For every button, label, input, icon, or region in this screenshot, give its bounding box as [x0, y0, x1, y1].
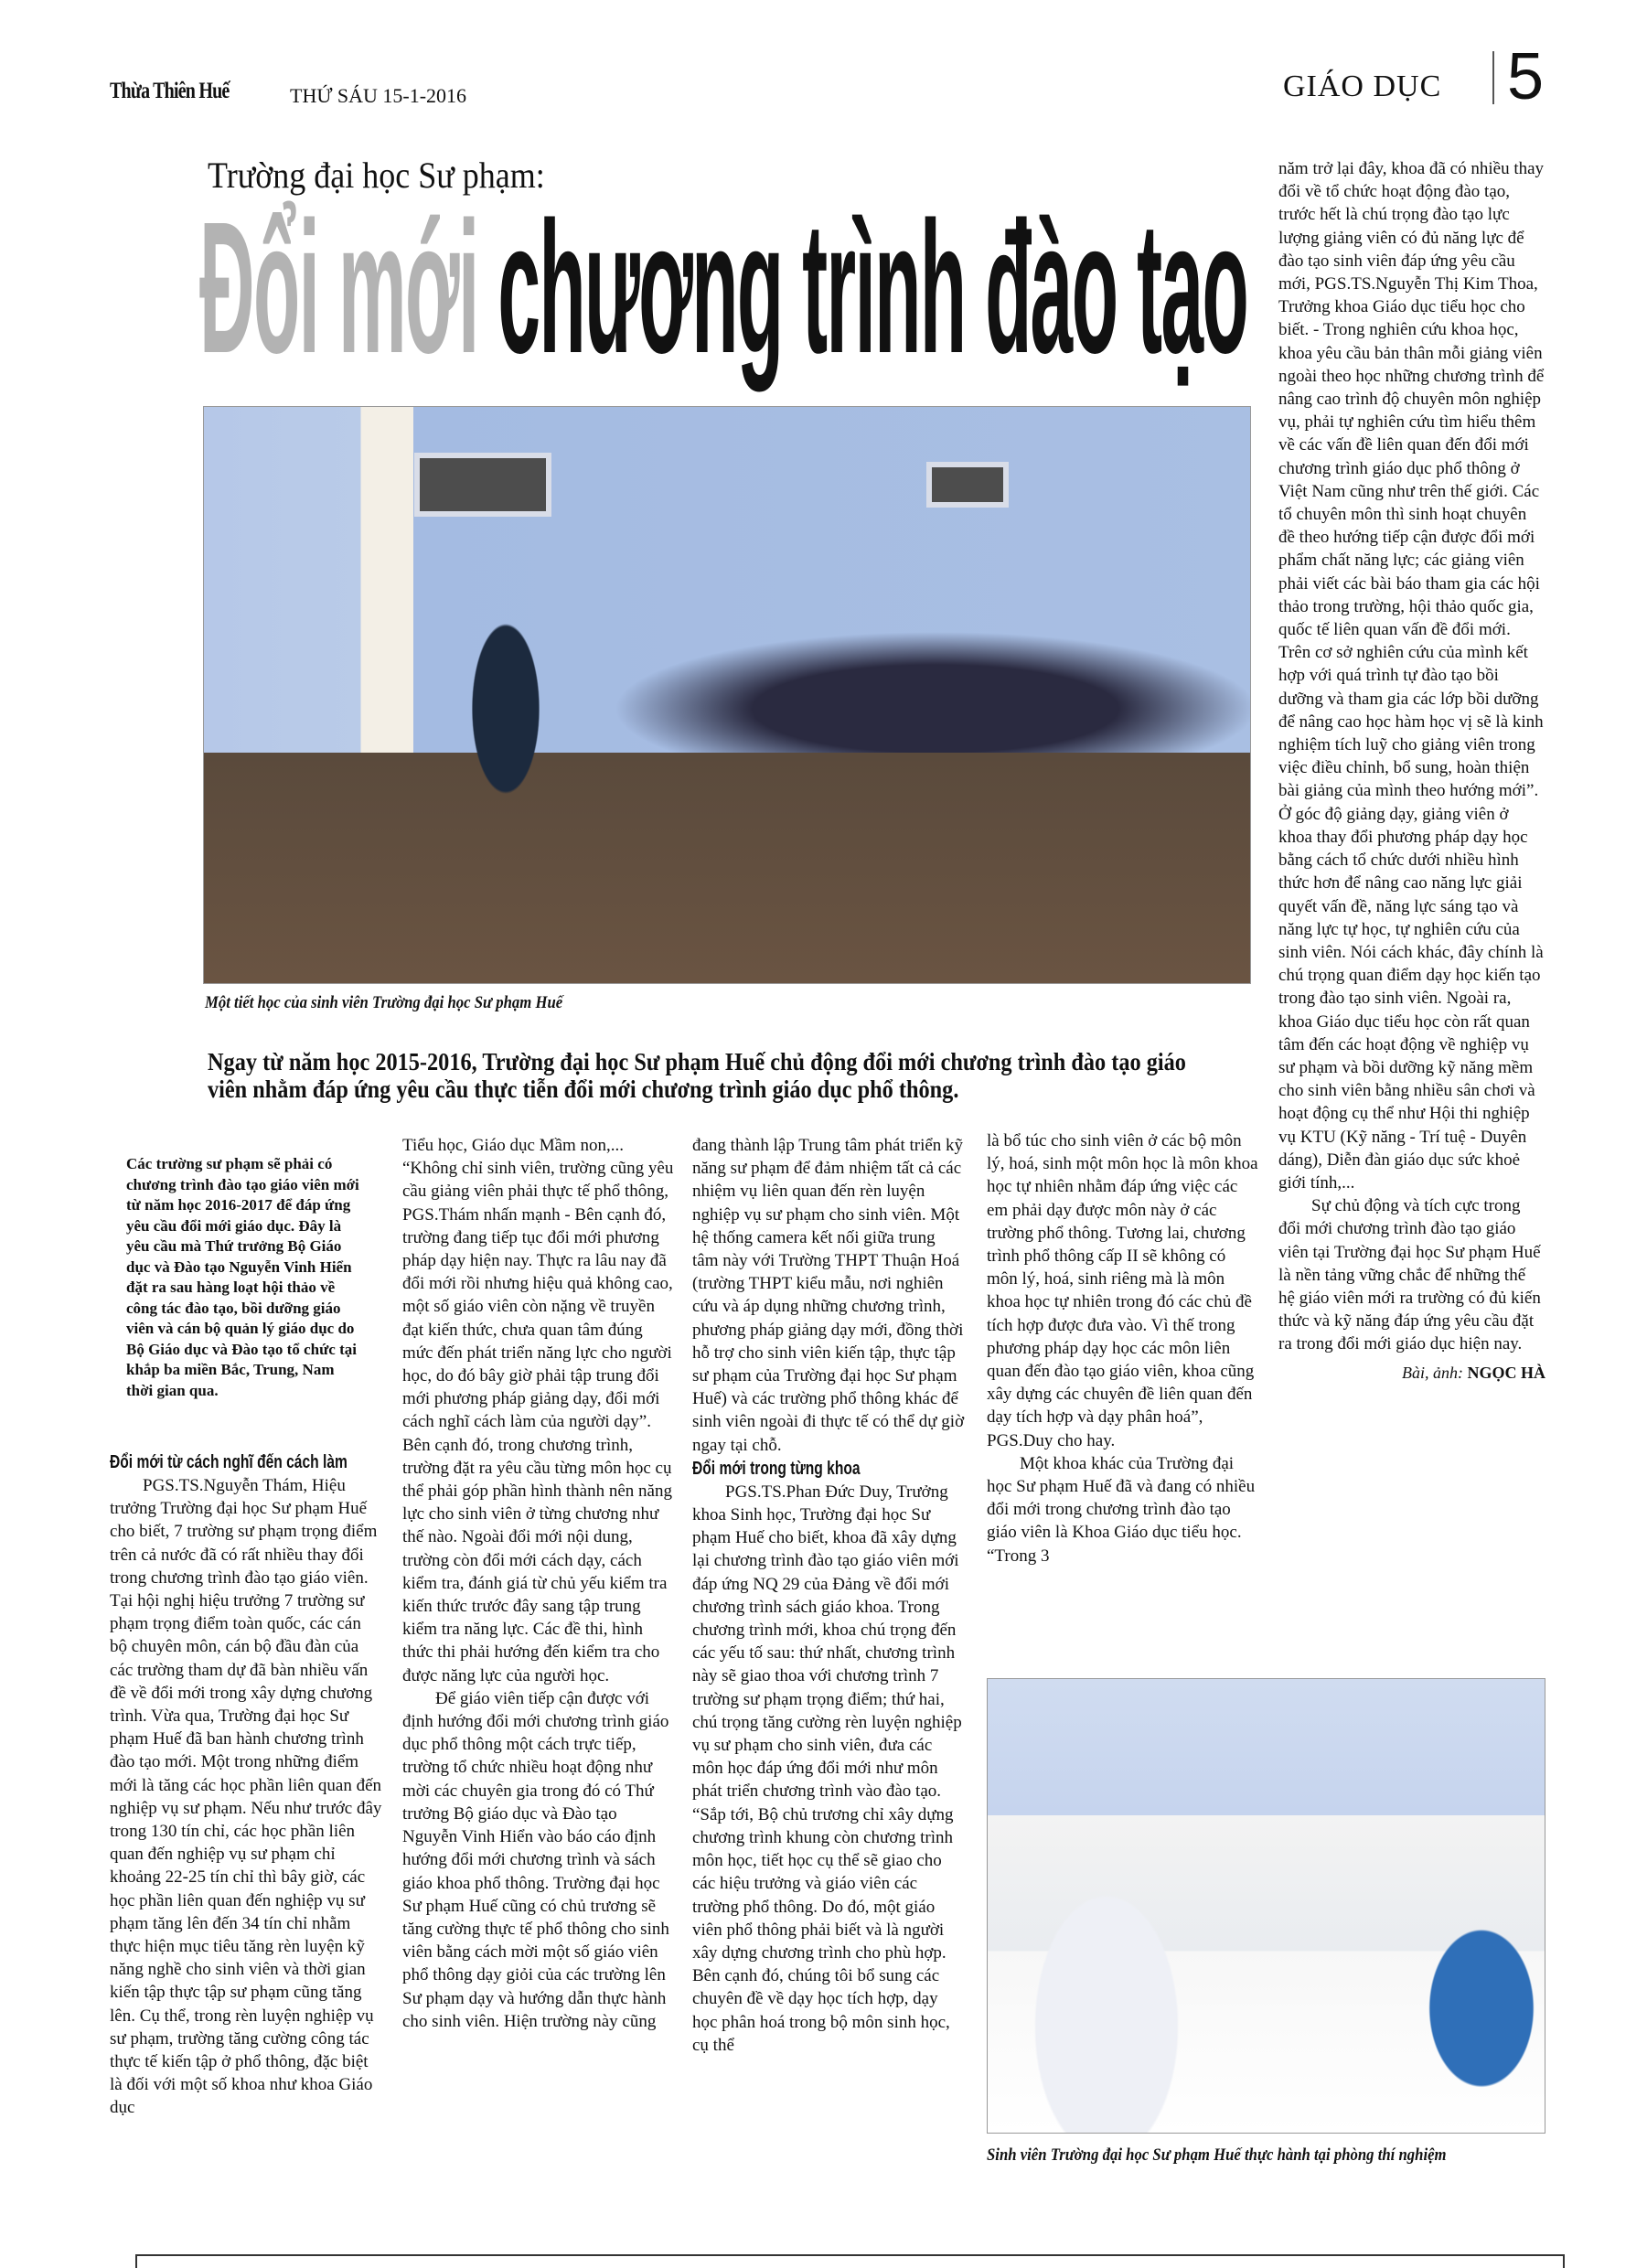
- window: [414, 453, 551, 517]
- issue-date: THỨ SÁU 15-1-2016: [290, 84, 467, 107]
- paragraph: đang thành lập Trung tâm phát triển kỹ năng sư phạm để đảm nhiệm tất cả các nhiệm vụ liên quan đến rèn luyện nghiệp vụ sư phạm cho sinh viên. Một hệ thống camera kết nối giữa trung tâm này với Trường THPT Thuận Hoá (trường THPT kiểu mẫu, nơi nghiên cứu và áp dụng những chương trình, phương pháp giảng dạy mới, đồng thời hỗ trợ cho sinh viên kiến tập, thực tập sư phạm của Trường đại học Sư phạm Huế) và các trường phổ thông khác để sinh viên ngoài đi thực tế có thể dự giờ ngay tại chỗ.: [692, 1136, 965, 1455]
- subheading: Đổi mới từ cách nghĩ đến cách làm: [110, 1452, 348, 1472]
- headline-gray-part: Đổi mới: [199, 183, 478, 392]
- lab-photo: [987, 1678, 1545, 2134]
- headline-black-part: chương trình đào tạo: [497, 183, 1248, 392]
- paragraph: Để giáo viên tiếp cận được với định hướng đổi mới chương trình giáo dục phổ thông một cách trực tiếp, trường tổ chức nhiều hoạt động như mời các chuyên gia trong đó có Thứ trưởng Bộ giáo dục và Đào tạo Nguyễn Vinh Hiển vào báo cáo định hướng đổi mới chương trình và sách giáo khoa phổ thông. Trường đại học Sư phạm Huế cũng có chủ trương sẽ tăng cường thực tế phổ thông cho sinh viên bằng cách mời một số giáo viên phổ thông dạy giỏi của các trường lên Sư phạm dạy và hướng dẫn thực hành cho sinh viên. Hiện trường này cũng: [402, 1688, 669, 2031]
- paragraph: Một khoa khác của Trường đại học Sư phạm Huế đã và đang có nhiều đổi mới trong chương trình đào tạo giáo viên là Khoa Giáo dục tiểu học. “Trong 3: [987, 1453, 1256, 1566]
- header-divider: [1492, 51, 1494, 104]
- text-column-4: [987, 1129, 1259, 1567]
- article-lead: Ngay từ năm học 2015-2016, Trường đại học Sư phạm Huế chủ động đổi mới chương trình đào tạo giáo viên nhằm đáp ứng yêu cầu thực tiễn đổi mới chương trình giáo dục phổ thông.: [208, 1048, 1186, 1103]
- paragraph: là bổ túc cho sinh viên ở các bộ môn lý, hoá, sinh một môn học là môn khoa học tự nhiên nhằm đáp ứng việc các em phải dạy được môn này ở các trường phổ thông. Tương lai, chương trình phổ thông cấp II sẽ không có môn lý, hoá, sinh riêng mà là môn khoa học tự nhiên trong đó các chủ đề tích hợp được đưa vào. Vì thế trong phương pháp dạy học các môn liên quan đến đào tạo giáo viên, khoa cũng xây dựng các chuyên đề liên quan đến dạy tích hợp và dạy phân hoá”, PGS.Duy cho hay.: [987, 1131, 1258, 1450]
- bottom-frame: [135, 2254, 1565, 2268]
- section-name: GIÁO DỤC: [1283, 70, 1442, 103]
- paragraph: PGS.TS.Nguyễn Thám, Hiệu trưởng Trường đại học Sư phạm Huế cho biết, 7 trường sư phạm trọng điểm trên cả nước đã có rất nhiều thay đổi trong chương trình đào tạo giáo viên. Tại hội nghị hiệu trưởng 7 trường sư phạm trọng điểm toàn quốc, các cán bộ chuyên môn, cán bộ đầu đàn của các trường tham dự đã bàn nhiều vấn đề về đổi mới trong xây dựng chương trình. Vừa qua, Trường đại học Sư phạm Huế đã ban hành chương trình đào tạo mới. Một trong những điểm mới là tăng các học phần liên quan đến nghiệp vụ sư phạm. Nếu như trước đây trong 130 tín chỉ, các học phần liên quan đến nghiệp vụ sư phạm chỉ khoảng 22-25 tín chỉ thì bây giờ, các học phần liên quan đến nghiệp vụ sư phạm tăng lên đến 34 tín chỉ nhằm thực hiện mục tiêu tăng rèn luyện kỹ năng nghề cho sinh viên và thời gian kiến tập thực tập sư phạm cũng tăng lên. Cụ thể, trong rèn luyện nghiệp vụ sư phạm, trường tăng cường công tác thực tế kiến tập ở phổ thông, đặc biệt là đối với một số khoa như khoa Giáo dục: [110, 1476, 382, 2118]
- byline: [1278, 1362, 1545, 1385]
- newspaper-name: Thừa Thiên Huế: [110, 79, 230, 103]
- classroom-photo-caption: Một tiết học của sinh viên Trường đại học Sư phạm Huế: [205, 993, 563, 1012]
- paragraph: Tiểu học, Giáo dục Mầm non,... “Không chỉ sinh viên, trường cũng yêu cầu giảng viên phải thực tế phổ thông, PGS.Thám nhấn mạnh - Bên cạnh đó, trường đang tiếp tục đổi mới phương pháp dạy hiện nay. Thực ra lâu nay đã đổi mới rồi nhưng hiệu quả không cao, một số giáo viên còn nặng về truyền đạt kiến thức, chưa quan tâm đúng mức đến phát triển năng lực cho người học, do đó bây giờ phải tập trung đổi mới phương pháp giảng dạy, đổi mới cách nghĩ cách làm của người dạy”. Bên cạnh đó, trong chương trình, trường đặt ra yêu cầu từng môn học cụ thể phải góp phần hình thành nên năng lực cho sinh viên ở từng chương như thế nào. Ngoài đổi mới nội dung, trường còn đổi mới cách dạy, cách kiểm tra, đánh giá từ chủ yếu kiểm tra kiến thức trước đây sang tập trung kiểm tra năng lực. Các đề thi, hình thức thi phải hướng đến kiểm tra cho được năng lực của người học.: [402, 1136, 674, 1685]
- paragraph: năm trở lại đây, khoa đã có nhiều thay đổi về tổ chức hoạt động đào tạo, trước hết là chú trọng đào tạo lực lượng giảng viên có đủ năng lực để đào tạo sinh viên đáp ứng yêu cầu mới, PGS.TS.Nguyễn Thị Kim Thoa, Trưởng khoa Giáo dục tiểu học cho biết. - Trong nghiên cứu khoa học, khoa yêu cầu bản thân mỗi giảng viên ngoài theo học những chương trình để nâng cao trình độ chuyên môn nghiệp vụ, phải tự nghiên cứu tìm hiểu thêm về các vấn đề liên quan đến đổi mới chương trình giáo dục phổ thông ở Việt Nam cũng như trên thế giới. Các tổ chuyên môn thì sinh hoạt chuyên đề theo hướng tiếp cận được đổi mới phẩm chất năng lực; các giảng viên phải viết các bài báo tham gia các hội thảo trong trường, hội thảo quốc gia, quốc tế liên quan vấn đề đổi mới. Trên cơ sở nghiên cứu của mình kết hợp với quá trình tự đào tạo bồi dưỡng và tham gia các lớp bồi dưỡng để nâng cao học hàm học vị sẽ là kinh nghiệm tích luỹ cho giảng viên trong việc điều chỉnh, bổ sung, hoàn thiện bài giảng của mình theo hướng mới”. Ở góc độ giảng dạy, giảng viên ở khoa thay đổi phương pháp dạy học bằng cách tổ chức dưới nhiều hình thức hơn để nâng cao năng lực giải quyết vấn đề, năng lực sáng tạo và năng lực tự học, tự nghiên cứu của sinh viên. Nói cách khác, đây chính là chú trọng quan điểm dạy học kiến tạo trong đào tạo sinh viên. Ngoài ra, khoa Giáo dục tiểu học còn rất quan tâm đến các hoạt động về nghiệp vụ sư phạm và bồi dưỡng kỹ năng mềm cho sinh viên bằng nhiều sân chơi và hoạt động cụ thể như Hội thi nghiệp vụ KTU (Kỹ năng - Trí tuệ - Duyên dáng), Diễn đàn giáo dục sức khoẻ giới tính,...: [1278, 159, 1545, 1193]
- window: [926, 462, 1009, 508]
- byline-label: Bài, ảnh:: [1402, 1363, 1463, 1382]
- article-kicker: Trường đại học Sư phạm:: [208, 155, 545, 196]
- text-column-right: [1278, 157, 1545, 1385]
- text-column-3: [692, 1134, 965, 2057]
- article-headline: [199, 183, 1248, 392]
- text-column-2: [402, 1134, 675, 2033]
- paragraph: PGS.TS.Phan Đức Duy, Trưởng khoa Sinh học, Trường đại học Sư phạm Huế cho biết, khoa đã xây dựng lại chương trình đào tạo giáo viên mới đáp ứng NQ 29 của Đảng về đổi mới chương trình sách giáo khoa. Trong chương trình mới, khoa chú trọng đến các yếu tố sau: thứ nhất, chương trình này sẽ giao thoa với chương trình 7 trường sư phạm trọng điểm; thứ hai, chú trọng tăng cường rèn luyện nghiệp vụ sư phạm cho sinh viên, đưa các môn học đáp ứng đổi mới như môn phát triển chương trình vào đào tạo. “Sắp tới, Bộ chủ trương chỉ xây dựng chương trình khung còn chương trình môn học, tiết học cụ thể sẽ giao cho các hiệu trưởng và giáo viên các trường phổ thông. Do đó, một giáo viên phổ thông phải biết và là người xây dựng chương trình cho phù hợp. Bên cạnh đó, chúng tôi bổ sung các chuyên đề về dạy học tích hợp, dạy học phân hoá trong bộ môn sinh học, cụ thể: [692, 1482, 962, 2055]
- paragraph: Sự chủ động và tích cực trong đổi mới chương trình đào tạo giáo viên tại Trường đại học Sư phạm Huế là nền tảng vững chắc để những thế hệ giáo viên mới ra trường có đủ kiến thức và kỹ năng đáp ứng yêu cầu đặt ra trong đổi mới giáo dục hiện nay.: [1278, 1196, 1541, 1354]
- text-column-1: [110, 1450, 382, 2120]
- article-sapo: Các trường sư phạm sẽ phải có chương trình đào tạo giáo viên mới từ năm học 2016-2017 để đáp ứng yêu cầu đổi mới giáo dục. Đây là yêu cầu mà Thứ trưởng Bộ Giáo dục và Đào tạo Nguyễn Vinh Hiển đặt ra sau hàng loạt hội thảo về công tác đào tạo, bồi dưỡng giáo viên và cán bộ quản lý giáo dục do Bộ Giáo dục và Đào tạo tổ chức tại khắp ba miền Bắc, Trung, Nam thời gian qua.: [126, 1155, 359, 1399]
- classroom-photo: [203, 406, 1251, 984]
- lab-photo-caption: Sinh viên Trường đại học Sư phạm Huế thực hành tại phòng thí nghiệm: [987, 2145, 1447, 2165]
- subheading: Đổi mới trong từng khoa: [692, 1458, 861, 1479]
- byline-author: NGỌC HÀ: [1467, 1363, 1545, 1382]
- page-number: 5: [1507, 40, 1545, 113]
